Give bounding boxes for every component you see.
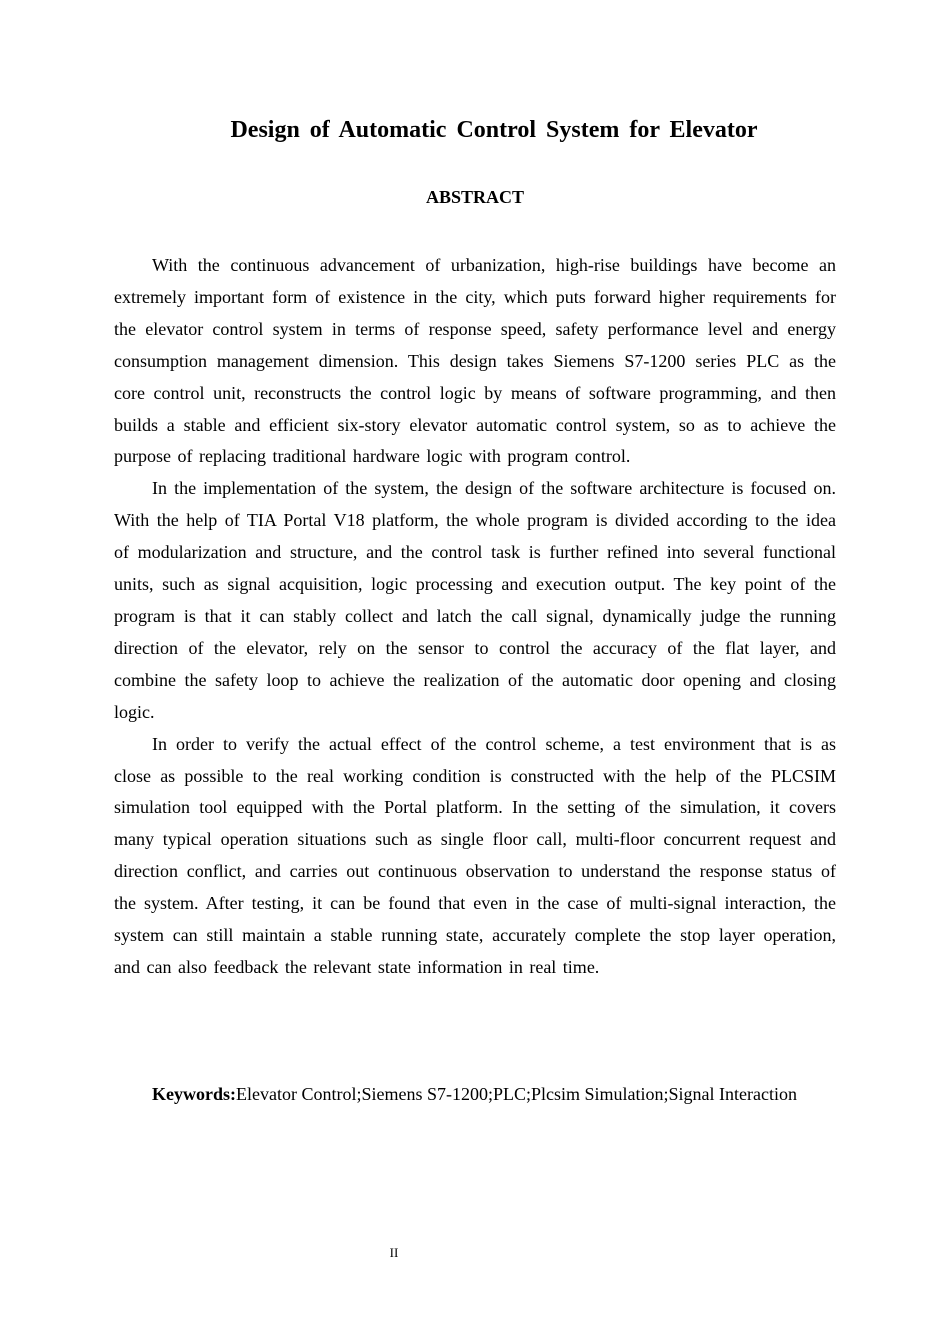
abstract-paragraph-3: In order to verify the actual effect of the control scheme, a test environment that is as close as possible to the real working condition is constructed with the help of the PLCSIM simulation tool equipped with the Portal platform. In the setting of the simulation, it covers many typical operation situations such as single floor call, multi-floor concurrent request and direction conflict, and carries out continuous observation to understand the response status of the system. After testing, it can be found that even in the case of multi-signal interaction, the system can still maintain a stable running state, accurately complete the stop layer operation, and can also feedback the relevant state information in real time. bbox=[114, 733, 836, 977]
keywords-line bbox=[114, 1079, 836, 1111]
abstract-paragraph-2: In the implementation of the system, the design of the software architecture is focused on. With the help of TIA Portal V18 platform, the whole program is divided according to the idea of modularization and structure, and the control task is further refined into several functional units, such as signal acquisition, logic processing and execution output. The key point of the program is that it can stably collect and latch the call signal, dynamically judge the running direction of the elevator, rely on the sensor to control the accuracy of the flat layer, and combine the safety loop to achieve the realization of the automatic door opening and closing logic. bbox=[114, 478, 836, 722]
page-number: II bbox=[389, 1245, 399, 1260]
keywords-value: Elevator Control;Siemens S7-1200;PLC;Plcsim Simulation;Signal Interaction bbox=[236, 1084, 797, 1104]
document-title: Design of Automatic Control System for Elevator bbox=[230, 117, 758, 143]
keywords-label: Keywords: bbox=[152, 1084, 236, 1104]
abstract-paragraph-1: With the continuous advancement of urbanization, high-rise buildings have become an extremely important form of existence in the city, which puts forward higher requirements for the elevator control system in terms of response speed, safety performance level and energy consumption management dimension. This design takes Siemens S7-1200 series PLC as the core control unit, reconstructs the control logic by means of software programming, and then builds a stable and efficient six-story elevator automatic control system, so as to achieve the purpose of replacing traditional hardware logic with program control. bbox=[114, 255, 836, 467]
abstract-heading: ABSTRACT bbox=[425, 187, 525, 207]
abstract-body bbox=[114, 250, 836, 984]
